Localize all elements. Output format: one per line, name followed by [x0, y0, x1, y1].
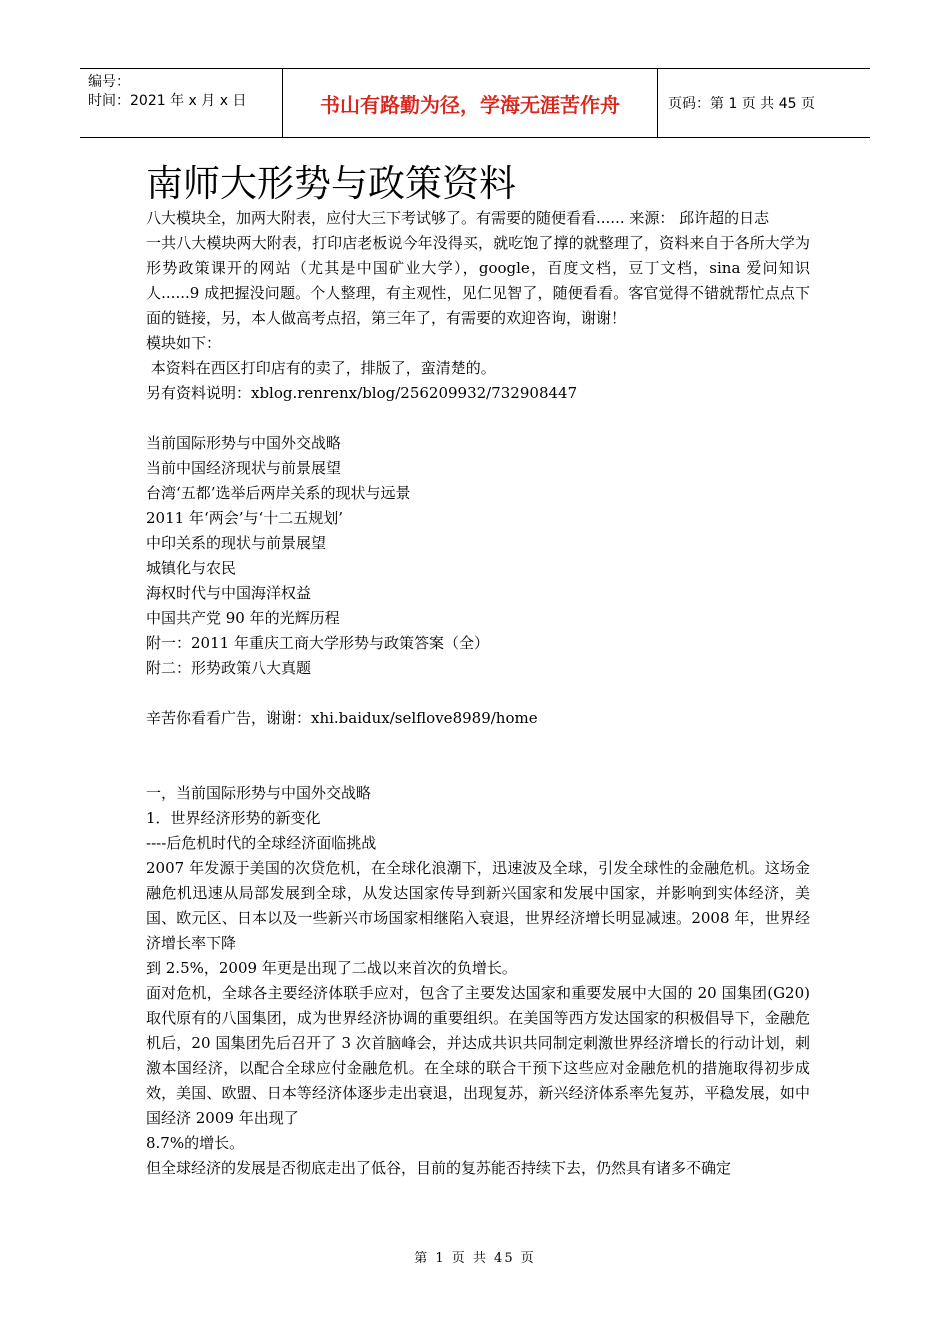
header-page-label: 页码：第 1 页 共 45 页: [668, 96, 815, 112]
module-item: 附二：形势政策八大真题: [146, 659, 312, 677]
body-paragraph: 8.7%的增长。: [146, 1134, 245, 1152]
body-paragraph: 面对危机，全球各主要经济体联手应对，包含了主要发达国家和重要发展中大国的 20 国集团(G20)取代原有的八国集团，成为世界经济协调的重要组织。在美国等西方发达国家的积极倡导下，金融危机后，20 国集团先后召开了 3 次首脑峰会，并达成共识共同制定刺激世界经济增长的行动计划，刺激本国经济，以配合全球应付金融危机。在全球的联合干预下这些应对金融危机的措施取得初步成效，美国、欧盟、日本等经济体逐步走出衰退，出现复苏，新兴经济体系率先复苏，平稳发展，如中国经济 2009 年出现了: [146, 984, 810, 1127]
ad-note: 辛苦你看看广告，谢谢：xhi.baidux/selflove8989/home: [146, 709, 538, 727]
intro-paragraph: 本资料在西区打印店有的卖了，排版了，蛮清楚的。: [146, 359, 496, 377]
spacer: [146, 681, 810, 706]
section-subheading: ----后危机时代的全球经济面临挑战: [146, 834, 377, 852]
section-subheading: 1．世界经济形势的新变化: [146, 809, 321, 827]
intro-paragraph: 模块如下：: [146, 334, 222, 352]
module-item: 当前中国经济现状与前景展望: [146, 459, 342, 477]
page-footer: 第 1 页 共 45 页: [414, 1251, 536, 1266]
module-item: 中国共产党 90 年的光辉历程: [146, 609, 340, 627]
header-meta: [80, 69, 282, 137]
document-time-label: 时间：2021 年 x 月 x 日: [88, 93, 247, 109]
module-item: 2011 年‘两会’与‘十二五规划’: [146, 509, 344, 527]
module-item: 中印关系的现状与前景展望: [146, 534, 327, 552]
page-header: [80, 68, 870, 138]
intro-paragraph: 八大模块全，加两大附表，应付大三下考试够了。有需要的随便看看...... 来源： 邱许超的日志: [146, 209, 770, 227]
spacer: [146, 406, 810, 431]
module-item: 附一：2011 年重庆工商大学形势与政策答案（全）: [146, 634, 489, 652]
intro-paragraph: 一共八大模块两大附表，打印店老板说今年没得买，就吃饱了撑的就整理了，资料来自于各所大学为形势政策课开的网站（尤其是中国矿业大学），google，百度文档，豆丁文档，sina 爱问知识人......9 成把握没问题。个人整理，有主观性，见仁见智了，随便看看。客官觉得不错就帮忙点点下面的链接，另，本人做高考点招，第三年了，有需要的欢迎咨询，谢谢！: [146, 234, 810, 327]
section-heading: 一，当前国际形势与中国外交战略: [146, 784, 372, 802]
header-motto: 书山有路勤为径，学海无涯苦作舟: [282, 69, 658, 137]
module-item: 当前国际形势与中国外交战略: [146, 434, 342, 452]
module-item: 台湾‘五都’选举后两岸关系的现状与远景: [146, 484, 411, 502]
body-paragraph: 到 2.5%，2009 年更是出现了二战以来首次的负增长。: [146, 959, 517, 977]
document-id-label: 编号：: [88, 74, 130, 90]
intro-link-line: 另有资料说明：xblog.renrenx/blog/256209932/732908447: [146, 384, 578, 402]
module-item: 海权时代与中国海洋权益: [146, 584, 312, 602]
spacer: [146, 731, 810, 781]
module-item: 城镇化与农民: [146, 559, 237, 577]
body-paragraph: 但全球经济的发展是否彻底走出了低谷，目前的复苏能否持续下去，仍然具有诸多不确定: [146, 1159, 732, 1177]
document-title: 南师大形势与政策资料: [146, 162, 516, 205]
body-paragraph: 2007 年发源于美国的次贷危机，在全球化浪潮下，迅速波及全球，引发全球性的金融危机。这场金融危机迅速从局部发展到全球，从发达国家传导到新兴国家和发展中国家，并影响到实体经济，美国、欧元区、日本以及一些新兴市场国家相继陷入衰退，世界经济增长明显减速。2008 年，世界经济增长率下降: [146, 859, 810, 952]
document-body: [146, 206, 810, 1181]
